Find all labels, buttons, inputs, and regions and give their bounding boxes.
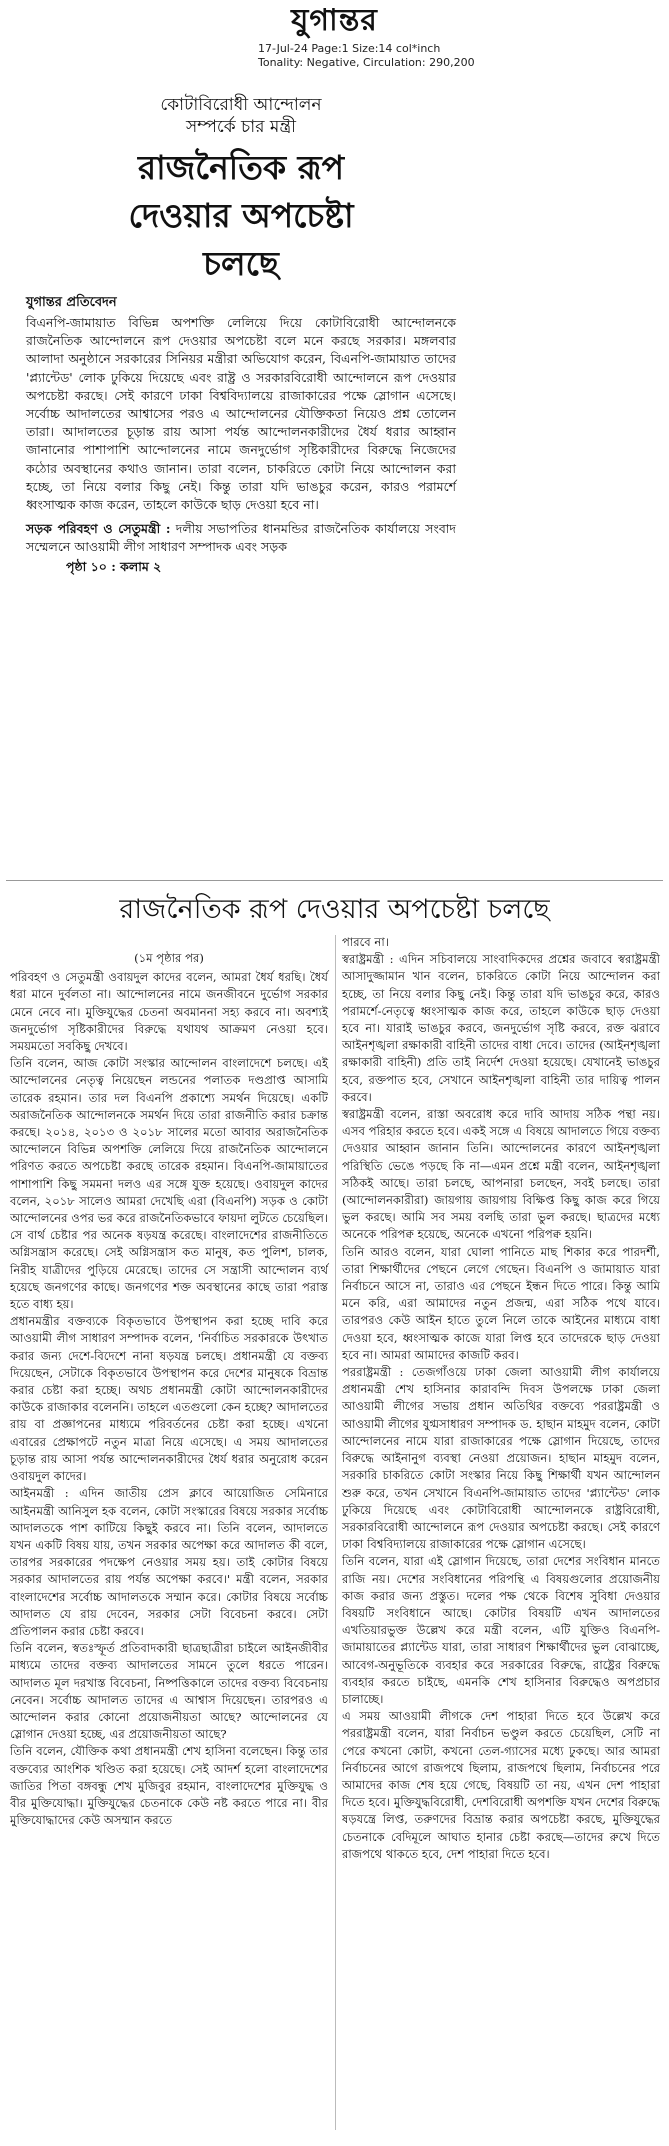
divider — [6, 880, 663, 881]
left-paragraph: তিনি বলেন, আজ কোটা সংস্কার আন্দোলন বাংলাদেশে চলছে। এই আন্দোলনের নেতৃত্ব নিয়েছেন লন্ডনের পলাতক দণ্ডপ্রাপ্ত আসামি তারেক রহমান। তার দল বিএনপি প্রকাশ্যে সমর্থন দিয়েছে। একটি অরাজনৈতিক আন্দোলনকে সমর্থন দিয়ে তারা রাজনীতি করার চক্রান্ত করছে। ২০১৪, ২০১৩ ও ২০১৮ সালের মতো আবার অরাজনৈতিক আন্দোলনে বিভিন্ন অপশক্তি লেলিয়ে দিয়ে রাজনৈতিক আন্দোলনে পরিণত করতে অপচেষ্টা করছে তারেক রহমান। বিএনপি-জামায়াতের পাশাপাশি কিছু সমমনা দলও এর সঙ্গে যুক্ত হয়েছে। ওবায়দুল কাদের বলেন, ২০১৮ সালেও আমরা দেখেছি এরা (বিএনপি) সড়ক ও কোটা আন্দোলনের ওপর ভর করে রাজনৈতিকভাবে ফায়দা লুটতে চেয়েছিল। সে বার্থ চেষ্টার পর অনেক ষড়যন্ত্র করেছে। বাংলাদেশের রাজনীতিতে অগ্নিসন্ত্রাস করেছে। সেই অগ্নিসন্ত্রাস কত মানুষ, কত পুলিশ, চালক, নিরীহ যাত্রীদের পুড়িয়ে মেরেছে। তাদের সে সন্ত্রাসী আন্দোলন ব্যর্থ হয়েছে জনগণের কাছে। জনগণের শক্ত অবস্থানের কাছে তারা পরাস্ত হতে বাধ্য হয়। — [10, 1056, 328, 1312]
tail-text: দলীয় সভাপতির ধানমন্ডির রাজনৈতিক কার্যালয়ে সংবাদ সম্মেলনে আওয়ামী লীগ সাধারণ সম্পাদক এবং সড়ক — [26, 521, 457, 555]
left-paragraph: তিনি বলেন, স্বতঃস্ফূর্ত প্রতিবাদকারী ছাত্রছাত্রীরা চাইলে আইনজীবীর মাধ্যমে তাদের বক্তব্য আদালতের সামনে তুলে ধরতে পারেন। আদালত মূল দরখাস্ত বিবেচনা, নিষ্পত্তিকালে তাদের বক্তব্য বিবেচনায় নেবেন। সর্বোচ্চ আদালত তাদের এ আশ্বাস দিয়েছেন। তারপরও এ আন্দোলন করার কোনো প্রয়োজনীয়তা আছে? আন্দোলনের যে স্লোগান দেওয়া হচ্ছে, এর প্রয়োজনীয়তা আছে? — [10, 1641, 328, 1742]
section-heading-road-transport: সড়ক পরিবহণ ও সেতুমন্ত্রী : — [26, 521, 171, 537]
headline-line-2: দেওয়ার অপচেষ্টা — [128, 196, 354, 235]
article-lead — [26, 314, 456, 514]
lead-paragraph: বিএনপি-জামায়াত বিভিন্ন অপশক্তি লেলিয়ে দিয়ে কোটাবিরোধী আন্দোলনকে রাজনৈতিক আন্দোলনে রূপ দেওয়ার অপচেষ্টা বলে মনে করছে সরকার। মঙ্গলবার আলাদা অনুষ্ঠানে সরকারের সিনিয়র মন্ত্রীরা অভিযোগ করেন, বিএনপি-জামায়াত তাদের 'প্ল্যান্টেড' লোক ঢুকিয়ে দিয়েছে এবং রাষ্ট্র ও সরকারবিরোধী আন্দোলনে রূপ দেওয়ার অপচেষ্টা করছে। সেই কারণে ঢাকা বিশ্ববিদ্যালয়ে রাজাকারের পক্ষে স্লোগান এসেছে। সর্বোচ্চ আদালতের আশ্বাসের পরও এ আন্দোলনের যৌক্তিকতা নিয়েও প্রশ্ন তোলেন তারা। আদালতের চূড়ান্ত রায় আসা পর্যন্ত আন্দোলনকারীদের ধৈর্য ধরার আহ্বান জানানোর পাশাপাশি আন্দোলনের নামে জনদুর্ভোগ সৃষ্টিকারীদের বিরুদ্ধে নিজেদের কঠোর অবস্থানের কথাও জানান। তারা বলেন, চাকরিতে কোটা নিয়ে আন্দোলন করা হচ্ছে, তা নিয়ে বলার কিছু নেই। কিন্তু তারা যদি ভাঙচুর করেন, কারও পরামর্শে ধ্বংসাত্মক কাজ করেন, তাহলে কাউকে ছাড় দেওয়া হবে না। — [26, 315, 456, 513]
byline: যুগান্তর প্রতিবেদন — [26, 295, 117, 310]
kicker-line-1: কোটাবিরোধী আন্দোলন — [160, 95, 322, 115]
newspaper-logo: যুগান্তর — [291, 3, 378, 38]
headline-line-1: রাজনৈতিক রূপ — [137, 148, 344, 187]
continued-from: (১ম পৃষ্ঠার পর) — [134, 951, 204, 965]
kicker-line-2: সম্পর্কে চার মন্ত্রী — [185, 117, 297, 137]
left-paragraph: প্রধানমন্ত্রীর বক্তব্যকে বিকৃতভাবে উপস্থাপন করা হচ্ছে দাবি করে আওয়ামী লীগ সাধারণ সম্পাদক বলেন, 'নির্বাচিত সরকারকে উৎখাত করার জন্য দেশে-বিদেশে নানা ষড়যন্ত্র চলছে। প্রধানমন্ত্রী যে বক্তব্য দিয়েছেন, সেটাকে বিকৃতভাবে উপস্থাপন করে দেশের মানুষকে বিভ্রান্ত করার চেষ্টা করা হচ্ছে। অথচ প্রধানমন্ত্রী কোটা আন্দোলনকারীদের কাউকে রাজাকার বলেননি। তাহলে এতগুলো কেন হচ্ছে? আদালতের রায় বা প্রজ্ঞাপনের মাধ্যমে পরিবর্তনের চেষ্টা করা হচ্ছে। এখনো এবারের প্রেক্ষাপটে নতুন মাত্রা নিয়ে এসেছে। এ সময় আদালতের চূড়ান্ত রায় আসা পর্যন্ত আন্দোলনকারীদের ধৈর্য ধরার অনুরোধ করেন ওবায়দুল কাদের। — [10, 1314, 328, 1484]
left-paragraph: আইনমন্ত্রী : এদিন জাতীয় প্রেস ক্লাবে আয়োজিত সেমিনারে আইনমন্ত্রী আনিসুল হক বলেন, কোটা সংস্কারের বিষয়ে সরকার সর্বোচ্চ আদালতকে পাশ কাটিয়ে কিছুই করবে না। তিনি বলেন, আদালতে যখন একটি বিষয় যায়, তখন সরকার অপেক্ষা করে আদালত কী বলে, তারপর সরকারের পদক্ষেপ নেওয়ার সময় হয়। তাই কোটার বিষয়ে সরকার আদালতের রায় পর্যন্ত অপেক্ষা করবে।' মন্ত্রী বলেন, সরকার বাংলাদেশের সর্বোচ্চ আদালতকে সম্মান করে। কোটার বিষয়ে সর্বোচ্চ আদালত যে রায় দেবেন, সরকার সেটা বিবেচনা করবে। সেটা প্রতিপালন করার চেষ্টা করবে। — [10, 1486, 328, 1638]
right-paragraph: তিনি বলেন, যারা এই স্লোগান দিয়েছে, তারা দেশের সংবিধান মানতে রাজি নয়। দেশের সংবিধানের পরিপন্থি এ বিষয়গুলোর প্রয়োজনীয় কাজ করার জন্য প্রস্তুত। দলের পক্ষ থেকে বিশেষ সুবিধা দেওয়ার বিষয়টি সংবিধানে আছে। কোটার বিষয়টি এখন আদালতের এখতিয়ারভুক্ত উল্লেখ করে মন্ত্রী বলেন, এটি যুক্তিও বিএনপি-জামায়াতের প্ল্যান্টেড যারা, তারা সাধারণ শিক্ষার্থীদের ভুল বোঝাচ্ছে, আবেগ-অনুভূতিকে ব্যবহার করে সরকারের বিরুদ্ধে, রাষ্ট্রের বিরুদ্ধে ব্যবহার করতে চাইছে, এমনকি শেখ হাসিনার বিরুদ্ধেও অপপ্রচার চালাচ্ছে। — [342, 1554, 660, 1706]
article-tail — [26, 520, 456, 556]
column-divider — [335, 935, 336, 2130]
masthead — [0, 0, 669, 38]
left-paragraph: তিনি বলেন, যৌক্তিক কথা প্রধানমন্ত্রী শেখ হাসিনা বলেছেন। কিন্তু তার বক্তব্যের আংশিক খণ্ডিত করা হয়েছে। সেই আদর্শ হলো বাংলাদেশের জাতির পিতা বঙ্গবন্ধু শেখ মুজিবুর রহমান, বাংলাদেশের মুক্তিযুদ্ধ ও বীর মুক্তিযোদ্ধা। মুক্তিযুদ্ধের চেতনাকে কেউ নষ্ট করতে পারে না। বীর মুক্তিযোদ্ধাদের কেউ অসম্মান করতে — [10, 1744, 328, 1828]
continuation-right-column — [342, 934, 660, 1863]
right-paragraph: স্বরাষ্ট্রমন্ত্রী বলেন, রাস্তা অবরোধ করে দাবি আদায় সঠিক পন্থা নয়। এসব পরিহার করতে হবে। একই সঙ্গে এ বিষয়ে আদালতে গিয়ে বক্তব্য দেওয়ার আহ্বান জানান তিনি। আন্দোলনের কারণে আইনশৃঙ্খলা পরিস্থিতি ভেঙে পড়ছে কি না—এমন প্রশ্নে মন্ত্রী বলেন, আইনশৃঙ্খলা সঠিকই আছে। তারা চলছে, আপনারা চলছেন, সবই চলছে। তারা (আন্দোলনকারীরা) জায়গায় জায়গায় বিক্ষিপ্ত কিছু কাজ করে গিয়ে ভুল করছে। আমি সব সময় বলছি তারা ভুল করছে। ছাত্রদের মধ্যে অনেকে পরিপক্ব হয়েছে, অনেকে এখনো পরিপক্ব হয়নি। — [342, 1107, 660, 1242]
right-paragraph: এ সময় আওয়ামী লীগকে দেশ পাহারা দিতে হবে উল্লেখ করে পররাষ্ট্রমন্ত্রী বলেন, যারা নির্বাচন ভণ্ডুল করতে চেয়েছিল, সেটি না পেরে কখনো কোটা, কখনো তেল-গ্যাসের মধ্যে ঢুকছে। আর আমরা নির্বাচনের আগে রাজপথে ছিলাম, রাজপথে ছিলাম, নির্বাচনের পরে আমাদের কাজ শেষ হয়ে গেছে, বিষয়টি তা নয়, এখন দেশ পাহারা দিতে হবে। মুক্তিযুদ্ধবিরোধী, দেশবিরোধী অপশক্তি যখন দেশের বিরুদ্ধে ষড়যন্ত্রে লিপ্ত, তরুণদের বিভ্রান্ত করার অপচেষ্টা করছে, মুক্তিযুদ্ধের চেতনাকে বেদিমূলে আঘাত হানার চেষ্টা করছে—তাদের রুখে দিতে রাজপথে থাকতে হবে, দেশ পাহারা দিতে হবে। — [342, 1709, 660, 1861]
right-paragraph: পররাষ্ট্রমন্ত্রী : তেজগাঁওয়ে ঢাকা জেলা আওয়ামী লীগ কার্যালয়ে প্রধানমন্ত্রী শেখ হাসিনার কারাবন্দি দিবস উপলক্ষে ঢাকা জেলা আওয়ামী লীগের সভায় প্রধান অতিথির বক্তব্যে পররাষ্ট্রমন্ত্রী ও আওয়ামী লীগের যুগ্মসাধারণ সম্পাদক ড. হাছান মাহমুদ বলেন, কোটা আন্দোলনের নামে যারা রাজাকারের পক্ষে স্লোগান দিয়েছে, তাদের বিরুদ্ধে আইনানুগ ব্যবস্থা নেওয়া প্রয়োজন। হাছান মাহমুদ বলেন, সরকারি চাকরিতে কোটা সংস্কার নিয়ে কিছু শিক্ষার্থী যখন আন্দোলন শুরু করে, তখন সেখানে বিএনপি-জামায়াত তাদের 'প্ল্যান্টেড' লোক ঢুকিয়ে দিয়েছে এবং কোটাবিরোধী আন্দোলনকে রাষ্ট্রবিরোধী, সরকারবিরোধী আন্দোলনে রূপ দেওয়ার অপচেষ্টা করছে। সেই কারণে ঢাকা বিশ্ববিদ্যালয়ে রাজাকারের পক্ষে স্লোগান এসেছে। — [342, 1365, 660, 1552]
right-paragraph: তিনি আরও বলেন, যারা ঘোলা পানিতে মাছ শিকার করে পারদর্শী, তারা শিক্ষার্থীদের পেছনে লেগে গেছেন। বিএনপি ও জামায়াত যারা নির্বাচনে আসে না, তারাও এর পেছনে ইন্ধন দিতে পারে। কিন্তু আমি মনে করি, এরা আমাদের নতুন প্রজন্ম, এরা সঠিক পথে যাবে। তারপরও কেউ আইন হাতে তুলে নিলে তাকে আইনের মাধ্যমে বাধা দেওয়া হবে, ধ্বংসাত্মক কাজে যারা লিপ্ত হবে তাদেরকে ছাড় দেওয়া হবে না। আমরা আমাদের কাজটি করব। — [342, 1244, 660, 1362]
meta-date-page-size: 17-Jul-24 Page:1 Size:14 col*inch — [258, 42, 441, 55]
meta-tonality-circulation: Tonality: Negative, Circulation: 290,200 — [258, 56, 475, 69]
continuation-headline: রাজনৈতিক রূপ দেওয়ার অপচেষ্টা চলছে — [119, 894, 550, 925]
right-paragraph: স্বরাষ্ট্রমন্ত্রী : এদিন সচিবালয়ে সাংবাদিকদের প্রশ্নের জবাবে স্বরাষ্ট্রমন্ত্রী আসাদুজ্জামান খান বলেন, চাকরিতে কোটা নিয়ে আন্দোলন করা হচ্ছে, তা নিয়ে বলার কিছু নেই। কিন্তু তারা যদি ভাঙচুর করে, কারও পরামর্শে-নেতৃত্বে ধ্বংসাত্মক কাজ করে, তাহলে কাউকে ছাড় দেওয়া হবে না। যারাই ভাঙচুর করবে, জনদুর্ভোগ সৃষ্টি করবে, রক্ত ঝরাবে আইনশৃঙ্খলা রক্ষাকারী বাহিনী তাদের বাধা দেবে। তাদের (আইনশৃঙ্খলা রক্ষাকারী বাহিনী) প্রতি তাই নির্দেশ দেওয়া হয়েছে। যেখানেই ভাঙচুর হবে, রক্তপাত হবে, সেখানে আইনশৃঙ্খলা বাহিনী তার দায়িত্ব পালন করবে। — [342, 952, 660, 1104]
headline — [26, 144, 456, 288]
continuation-left-column — [10, 950, 328, 1829]
right-paragraph: পারবে না। — [342, 935, 389, 949]
front-page-clip — [26, 94, 456, 579]
continued-on: পৃষ্ঠা ১০ : কলাম ২ — [66, 558, 162, 574]
kicker — [26, 94, 456, 138]
left-paragraph: পরিবহণ ও সেতুমন্ত্রী ওবায়দুল কাদের বলেন, আমরা ধৈর্য ধরছি। ধৈর্য ধরা মানে দুর্বলতা না। আন্দোলনের নামে জনজীবনে দুর্ভোগ সরকার মেনে নেবে না। মুক্তিযুদ্ধের চেতনা অবমাননা সহ্য করবে না। অবশ্যই জনদুর্ভোগ সৃষ্টিকারীদের বিরুদ্ধে যথাযথ আক্রমণ নেওয়া হবে। সময়মতো সবকিছু দেখবে। — [10, 970, 328, 1054]
headline-line-3: চলছে — [203, 244, 279, 283]
clipping-meta — [258, 42, 475, 70]
